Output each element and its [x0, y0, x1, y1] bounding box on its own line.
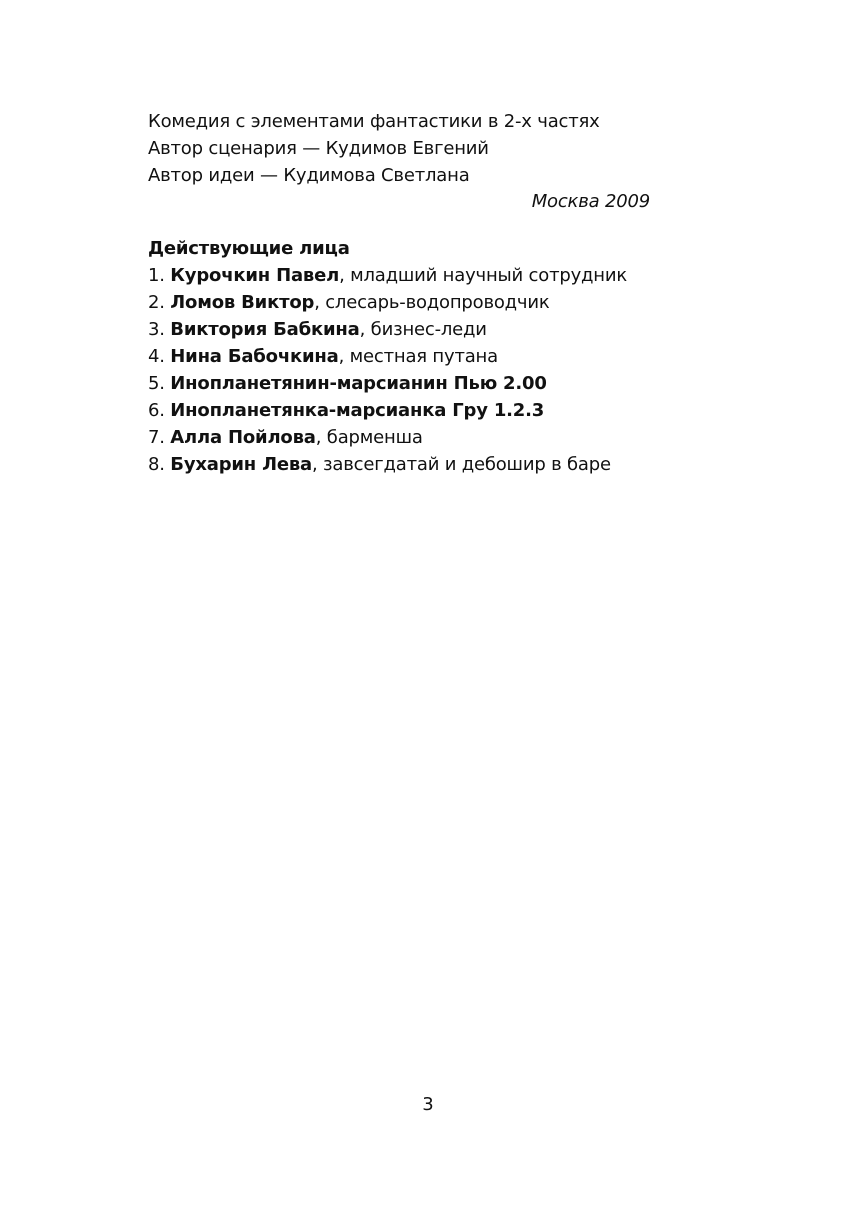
cast-item-name: Инопланетянин-марсианин Пью 2.00 — [170, 373, 547, 394]
cast-item-number: 2. — [148, 292, 171, 313]
cast-item-name: Виктория Бабкина — [170, 319, 360, 340]
cast-item — [148, 343, 668, 370]
cast-item-role: , местная путана — [338, 346, 498, 367]
cast-item-role: , младший научный сотрудник — [339, 265, 628, 286]
cast-item — [148, 370, 668, 397]
cast-item-number: 3. — [148, 319, 171, 340]
place-date-line: Москва 2009 — [531, 191, 650, 212]
cast-item-name: Курочкин Павел — [170, 265, 340, 286]
genre-line: Комедия с элементами фантастики в 2-х частях — [148, 111, 600, 132]
cast-item-number: 4. — [148, 346, 171, 367]
cast-item — [148, 289, 668, 316]
title-info-block — [148, 108, 668, 215]
cast-item-name: Ломов Виктор — [170, 292, 315, 313]
screenplay-author-line: Автор сценария — Кудимов Евгений — [148, 138, 489, 159]
cast-heading: Действующие лица — [148, 238, 350, 259]
cast-item-role: , бизнес-леди — [359, 319, 487, 340]
cast-item-number: 8. — [148, 454, 171, 475]
cast-item — [148, 262, 668, 289]
cast-item-name: Нина Бабочкина — [170, 346, 339, 367]
cast-item-role: , слесарь-водопроводчик — [314, 292, 550, 313]
cast-item-role: , завсегдатай и дебошир в баре — [312, 454, 611, 475]
cast-item-name: Бухарин Лева — [170, 454, 313, 475]
cast-item-number: 7. — [148, 427, 171, 448]
idea-author-line: Автор идеи — Кудимова Светлана — [148, 165, 470, 186]
cast-item — [148, 316, 668, 343]
cast-item — [148, 451, 668, 478]
cast-item-number: 1. — [148, 265, 171, 286]
cast-item-number: 6. — [148, 400, 171, 421]
cast-item — [148, 397, 668, 424]
cast-item-name: Инопланетянка-марсианка Гру 1.2.3 — [170, 400, 545, 421]
cast-item-name: Алла Пойлова — [170, 427, 316, 448]
page-number: 3 — [422, 1094, 434, 1115]
cast-list — [148, 235, 668, 478]
cast-item-role: , барменша — [315, 427, 423, 448]
cast-item — [148, 424, 668, 451]
cast-item-number: 5. — [148, 373, 171, 394]
